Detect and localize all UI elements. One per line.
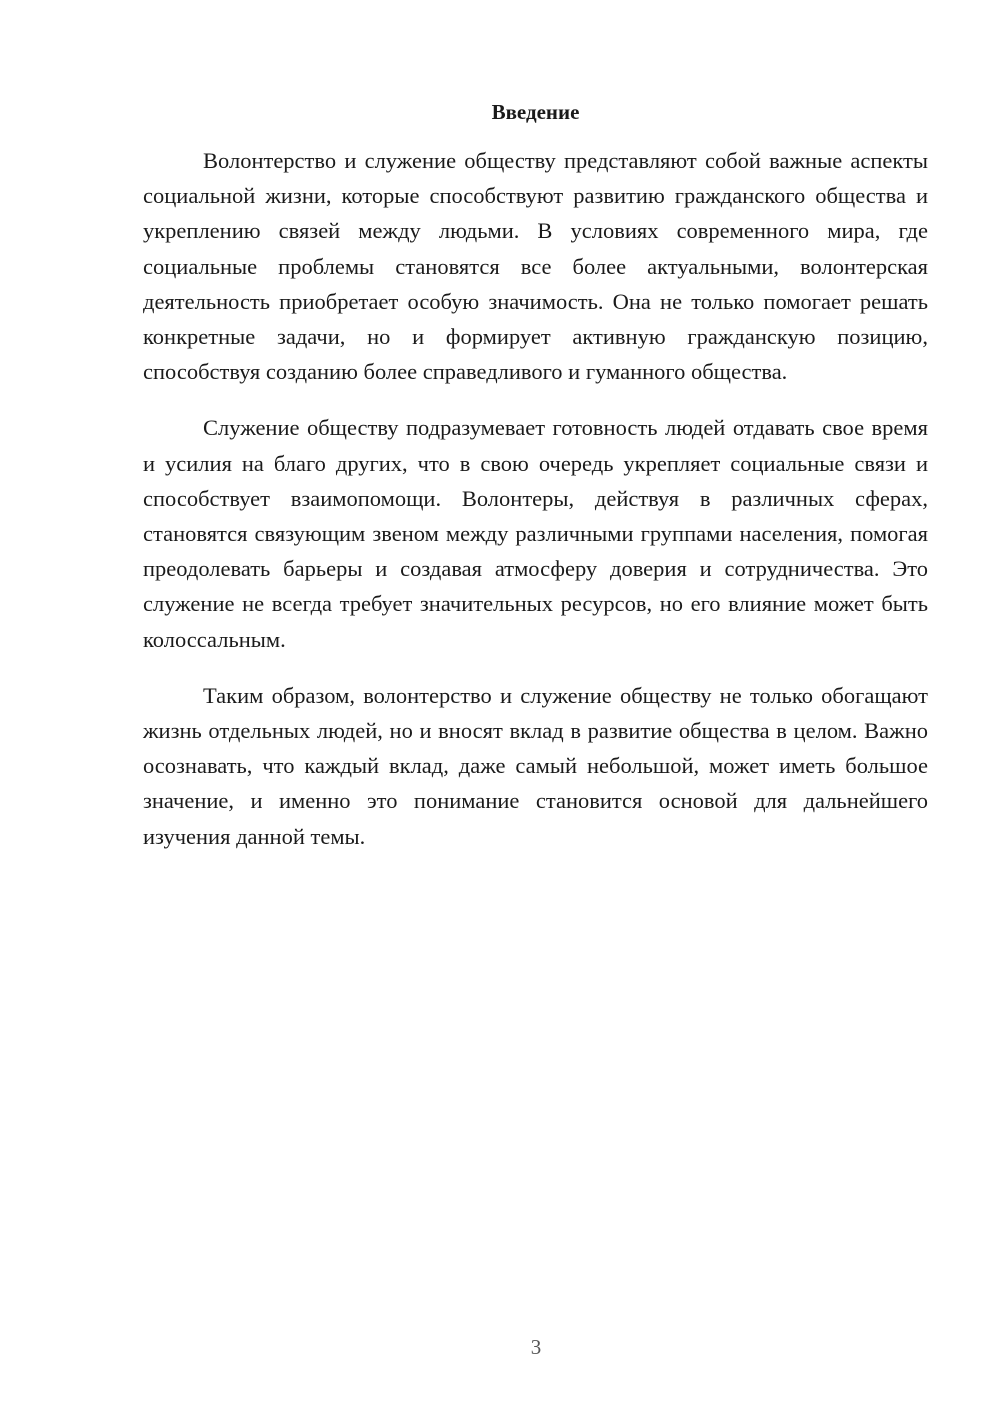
paragraph-1: Волонтерство и служение обществу представляют собой важные аспекты социальной жизни, которые способствуют развитию гражданского общества и укреплению связей между людьми. В условиях современного мира, где социальные проблемы становятся все более актуальными, волонтерская деятельность приобретает особую значимость. Она не только помогает решать конкретные задачи, но и формирует активную гражданскую позицию, способствуя созданию более справедливого и гуманного общества. (143, 148, 928, 385)
section-heading: Введение (491, 100, 580, 124)
page-number: 3 (530, 1335, 542, 1359)
paragraph-2: Служение обществу подразумевает готовность людей отдавать свое время и усилия на благо других, что в свою очередь укрепляет социальные связи и способствует взаимопомощи. Волонтеры, действуя в различных сферах, становятся связующим звеном между различными группами населения, помогая преодолевать барьеры и создавая атмосферу доверия и сотрудничества. Это служение не всегда требует значительных ресурсов, но его влияние может быть колоссальным. (143, 415, 928, 652)
body-text (143, 143, 928, 875)
paragraph-3: Таким образом, волонтерство и служение обществу не только обогащают жизнь отдельных людей, но и вносят вклад в развитие общества в целом. Важно осознавать, что каждый вклад, даже самый небольшой, может иметь большое значение, и именно это понимание становится основой для дальнейшего изучения данной темы. (143, 682, 928, 849)
